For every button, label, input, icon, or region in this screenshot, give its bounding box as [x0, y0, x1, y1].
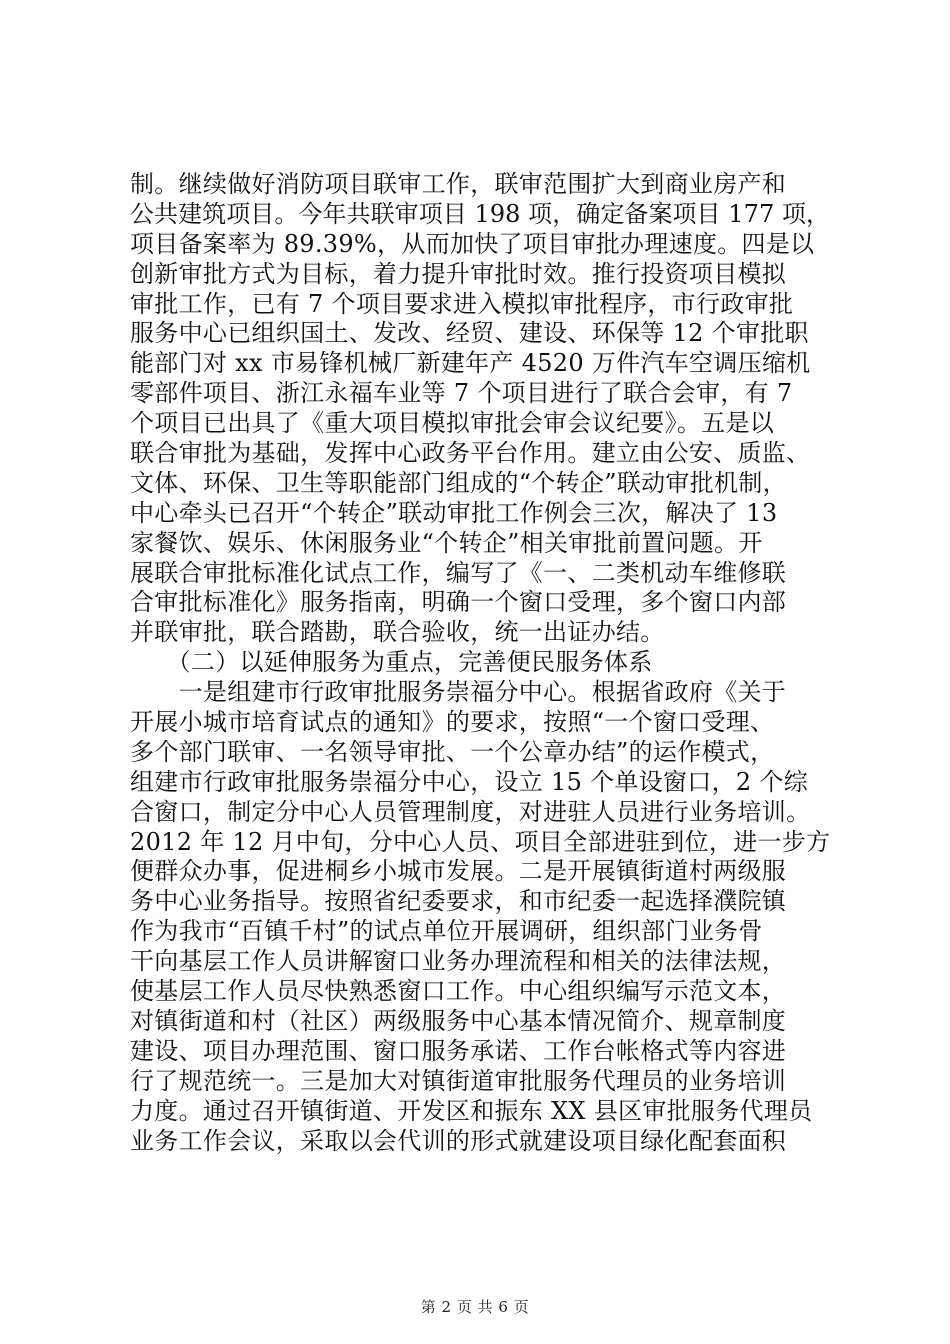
text-line: 并联审批，联合踏勘，联合验收，统一出证办结。 — [130, 618, 665, 647]
document-body — [130, 170, 830, 1156]
text-line: 力度。通过召开镇街道、开发区和振东 XX 县区审批服务代理员 — [130, 1096, 813, 1125]
text-line: 业务工作会议，采取以会代训的形式就建设项目绿化配套面积 — [130, 1126, 787, 1155]
page-footer: 第 2 页 共 6 页 — [420, 1298, 530, 1316]
text-line: 建设、项目办理范围、窗口服务承诺、工作台帐格式等内容进 — [130, 1036, 787, 1065]
text-line: 多个部门联审、一名领导审批、一个公章办结”的运作模式， — [130, 737, 775, 766]
text-line: （二）以延伸服务为重点，完善便民服务体系 — [130, 648, 653, 677]
text-line: 展联合审批标准化试点工作，编写了《一、二类机动车维修联 — [130, 558, 787, 587]
text-line: 2012 年 12 月中旬，分中心人员、项目全部进驻到位，进一步方 — [130, 827, 831, 856]
text-line: 家餐饮、娱乐、休闲服务业“个转企”相关审批前置问题。开 — [130, 528, 763, 557]
text-line: 中心牵头已召开“个转企”联动审批工作例会三次，解决了 13 — [130, 498, 778, 527]
text-line: 文体、环保、卫生等职能部门组成的“个转企”联动审批机制， — [130, 468, 787, 497]
text-line: 能部门对 xx 市易锋机械厂新建年产 4520 万件汽车空调压缩机 — [130, 349, 811, 378]
text-line: 个项目已出具了《重大项目模拟审批会审会议纪要》。五是以 — [130, 409, 775, 438]
text-line: 干向基层工作人员讲解窗口业务办理流程和相关的法律法规， — [130, 947, 787, 976]
text-line: 项目备案率为 89.39%，从而加快了项目审批办理速度。四是以 — [130, 229, 815, 258]
text-line: 开展小城市培育试点的通知》的要求，按照“一个窗口受理、 — [130, 708, 775, 737]
text-line: 合审批标准化》服务指南，明确一个窗口受理，多个窗口内部 — [130, 588, 787, 617]
text-line: 使基层工作人员尽快熟悉窗口工作。中心组织编写示范文本， — [130, 977, 787, 1006]
text-line: 合窗口，制定分中心人员管理制度，对进驻人员进行业务培训。 — [130, 797, 811, 826]
text-line: 作为我市“百镇千村”的试点单位开展调研，组织部门业务骨 — [130, 917, 763, 946]
text-line: 审批工作，已有 7 个项目要求进入模拟审批程序，市行政审批 — [130, 289, 794, 318]
text-line: 对镇街道和村（社区）两级服务中心基本情况简介、规章制度 — [130, 1006, 787, 1035]
text-line: 制。继续做好消防项目联审工作，联审范围扩大到商业房产和 — [130, 170, 787, 198]
text-line: 一是组建市行政审批服务崇福分中心。根据省政府《关于 — [130, 678, 787, 707]
text-line: 便群众办事，促进桐乡小城市发展。二是开展镇街道村两级服 — [130, 857, 787, 886]
text-line: 行了规范统一。三是加大对镇街道审批服务代理员的业务培训 — [130, 1066, 787, 1095]
text-line: 服务中心已组织国土、发改、经贸、建设、环保等 12 个审批职 — [130, 319, 809, 348]
text-line: 组建市行政审批服务崇福分中心，设立 15 个单设窗口，2 个综 — [130, 767, 808, 796]
text-line: 联合审批为基础，发挥中心政务平台作用。建立由公安、质监、 — [130, 439, 811, 468]
text-line: 务中心业务指导。按照省纪委要求，和市纪委一起选择濮院镇 — [130, 887, 787, 916]
text-line: 零部件项目、浙江永福车业等 7 个项目进行了联合会审，有 7 — [130, 379, 793, 408]
text-line: 创新审批方式为目标，着力提升审批时效。推行投资项目模拟 — [130, 259, 787, 288]
text-line: 公共建筑项目。今年共联审项目 198 项，确定备案项目 177 项， — [130, 199, 831, 228]
